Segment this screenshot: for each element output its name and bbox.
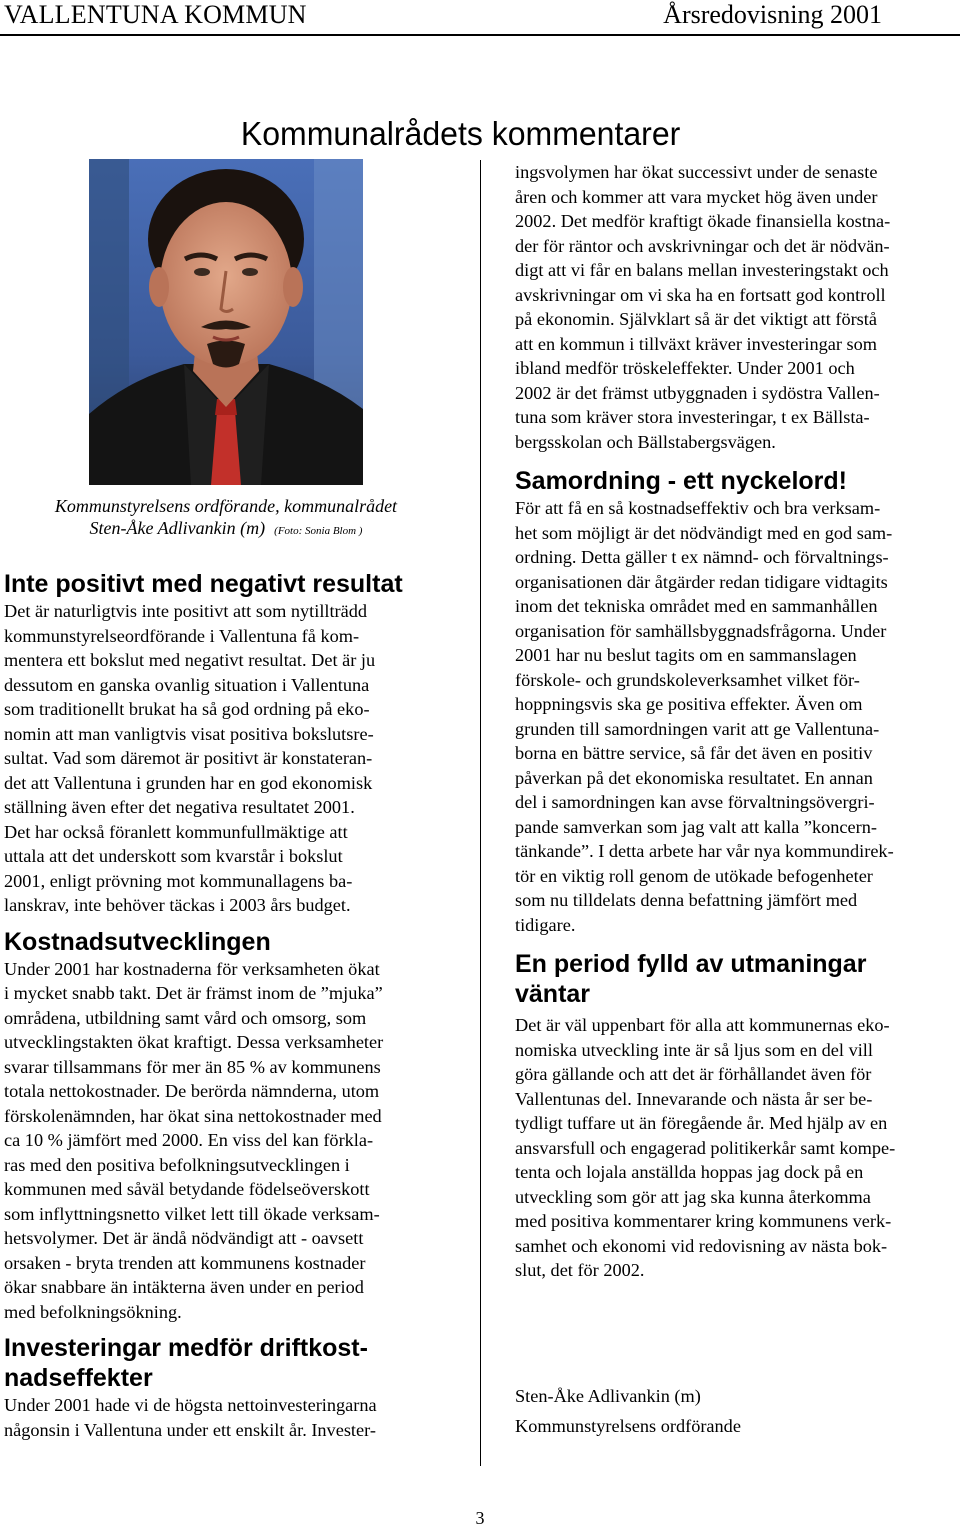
- text-line: organisation för samhällsbyggnadsfrågorna. Under: [515, 620, 887, 641]
- page-header: [0, 0, 960, 34]
- heading-kostnadsutvecklingen: Kostnadsutvecklingen: [4, 927, 271, 956]
- text-line: som traditionellt brukat ha så god ordning på eko-: [4, 699, 370, 719]
- text-line: nomiska utveckling inte är så ljus som en del vill: [515, 1039, 873, 1060]
- text-line: områdena, utbildning samt vård och omsorg, som: [4, 1007, 367, 1028]
- text-line: der för räntor och avskrivningar och det är nödvän-: [515, 235, 890, 256]
- text-line: hoppningsvis ska ge positiva effekter. Även om: [515, 694, 863, 714]
- text-line: påverkan på det ekonomiska resultatet. En annan: [515, 767, 873, 788]
- text-line: ordning. Detta gäller t ex nämnd- och förvaltnings-: [515, 547, 889, 567]
- section-body: [4, 599, 448, 918]
- text-line: orsaken - bryta trenden att kommunens kostnader: [4, 1252, 366, 1273]
- text-line: ca 10 % jämfört med 2000. En viss del kan förkla-: [4, 1130, 374, 1150]
- section-body: [4, 1393, 448, 1442]
- signature: [515, 1381, 953, 1441]
- text-line: att en kommun i tillväxt kräver investeringar som: [515, 333, 877, 354]
- page-number: 3: [475, 1508, 485, 1528]
- text-line: svarar tillsammans för mer än 85 % av kommunens: [4, 1056, 381, 1077]
- text-line: kommunen med såväl betydande födelseöverskott: [4, 1179, 370, 1199]
- text-line: totala nettokostnader. De berörda nämnderna, utom: [4, 1081, 380, 1101]
- text-line: ansvarsfull och engagerad politikerkår samt kompe-: [515, 1137, 896, 1158]
- section-body: [4, 957, 448, 1325]
- text-line: åren och kommer att vara mycket hög även under: [515, 186, 878, 207]
- header-report: Årsredovisning 2001: [663, 0, 882, 29]
- text-line: mentera ett bokslut med negativt resultat. Det är ju: [4, 650, 376, 670]
- heading-line: Investeringar medför driftkost-: [4, 1334, 368, 1362]
- heading-line: nadseffekter: [4, 1364, 153, 1392]
- text-line: Under 2001 hade vi de högsta nettoinvesteringarna: [4, 1395, 377, 1415]
- text-line: ökar snabbare än intäkterna även under en period: [4, 1277, 364, 1297]
- text-line: slut, det för 2002.: [515, 1260, 645, 1280]
- text-line: i mycket snabb takt. Det är främst inom de ”mjuka”: [4, 983, 383, 1003]
- photo-caption: [0, 495, 452, 542]
- text-line: organisationen där åtgärder redan tidigare vidtagits: [515, 571, 888, 592]
- text-line: med befolkningsökning.: [4, 1301, 182, 1322]
- text-line: på ekonomin. Självklart så är det viktigt att förstå: [515, 309, 877, 329]
- text-line: bergsskolan och Bällstabergsvägen.: [515, 431, 776, 452]
- text-line: det att Vallentuna i grunden har en god ekonomisk: [4, 772, 373, 793]
- text-line: 2002 är det främst utbyggnaden i sydöstra Vallen-: [515, 382, 880, 403]
- text-line: kommunstyrelseordförande i Vallentuna få kom-: [4, 625, 360, 646]
- text-line: Det har också föranlett kommunfullmäktige att: [4, 821, 348, 842]
- text-line: göra gällande och att det är förhållandet även för: [515, 1064, 872, 1084]
- text-line: pande samverkan som jag valt att kalla ”koncern-: [515, 816, 877, 837]
- text-line: het som möjligt är det nödvändigt med en god sam-: [515, 522, 893, 543]
- heading-inte-positivt: Inte positivt med negativt resultat: [4, 570, 403, 598]
- header-org: VALLENTUNA KOMMUN: [4, 0, 307, 29]
- text-line: utveckling som gör att jag ska kunna återkomma: [515, 1186, 871, 1207]
- text-line: förskolenämnden, har ökat sina nettokostnader med: [4, 1105, 382, 1126]
- signature-name: Sten-Åke Adlivankin (m): [515, 1386, 701, 1406]
- text-line: utvecklingstakten ökat kraftigt. Dessa verksamheter: [4, 1032, 384, 1052]
- heading-en-period: [515, 949, 953, 1009]
- text-line: tenta och lojala anställda hoppas jag dock på en: [515, 1162, 864, 1182]
- text-line: Vallentunas del. Innevarande och nästa år ser be-: [515, 1088, 873, 1109]
- text-line: digt att vi får en balans mellan investeringstakt och: [515, 260, 889, 280]
- text-line: hetsvolymer. Det är ändå nödvändigt att - oavsett: [4, 1228, 364, 1248]
- text-line: 2001 har nu beslut tagits om en sammanslagen: [515, 645, 857, 665]
- text-line: tör en viktig roll genom de utökade befogenheter: [515, 865, 873, 886]
- text-line: samhet och ekonomi vid redovisning av nästa bok-: [515, 1235, 888, 1256]
- text-line: tuna som kräver stora investeringar, t ex Bällsta-: [515, 407, 870, 427]
- photo-credit: (Foto: Sonia Blom ): [274, 525, 363, 537]
- text-line: förskole- och grundskoleverksamhet vilket för-: [515, 669, 860, 690]
- section-body: [515, 160, 953, 454]
- text-line: 2001, enligt prövning mot kommunallagens ba-: [4, 870, 353, 891]
- text-line: ingsvolymen har ökat successivt under de senaste: [515, 162, 878, 182]
- left-column: [4, 569, 448, 1442]
- heading-line: väntar: [515, 980, 591, 1008]
- text-line: ras med den positiva befolkningsutvecklingen i: [4, 1154, 350, 1175]
- signature-role: Kommunstyrelsens ordförande: [515, 1416, 741, 1436]
- heading-investeringar: [4, 1333, 448, 1393]
- text-line: någonsin i Vallentuna under ett enskilt år. Invester-: [4, 1419, 376, 1440]
- text-line: med positiva kommentarer kring kommunens verk-: [515, 1211, 892, 1231]
- text-line: Det är väl uppenbart för alla att kommunernas eko-: [515, 1015, 890, 1035]
- caption-line-2: Sten-Åke Adlivankin (m): [89, 518, 266, 538]
- text-line: Under 2001 har kostnaderna för verksamheten ökat: [4, 958, 380, 979]
- text-line: del i samordningen kan avse förvaltningsövergri-: [515, 792, 875, 812]
- text-line: inom det tekniska området med en sammanhållen: [515, 596, 878, 616]
- text-line: dessutom en ganska ovanlig situation i Vallentuna: [4, 674, 370, 695]
- text-line: nomin att man vanligtvis visat positiva bokslutsre-: [4, 723, 374, 744]
- heading-line: En period fylld av utmaningar: [515, 950, 867, 978]
- section-body: [515, 496, 953, 937]
- text-line: ställning även efter det negativa resultatet 2001.: [4, 797, 355, 817]
- text-line: tydligt tuffare ut än föregående år. Med hjälp av en: [515, 1113, 888, 1133]
- text-line: borna en bättre service, så får det även en positiv: [515, 743, 873, 763]
- right-column: [515, 160, 953, 1283]
- page-title: Kommunalrådets kommentarer: [240, 115, 681, 153]
- text-line: som inflyttningsnetto vilket lett till ökade verksam-: [4, 1203, 380, 1224]
- text-line: För att få en så kostnadseffektiv och bra verksam-: [515, 498, 881, 518]
- heading-samordning: Samordning - ett nyckelord!: [515, 467, 847, 495]
- caption-line-1: Kommunstyrelsens ordförande, kommunalrådet: [54, 496, 398, 516]
- portrait-photo: [89, 159, 363, 485]
- header-rule: [0, 34, 960, 36]
- text-line: tänkande”. I detta arbete har vår nya kommundirek-: [515, 841, 894, 861]
- text-line: tidigare.: [515, 914, 576, 935]
- column-divider: [480, 160, 481, 1466]
- section-body: [515, 1013, 953, 1283]
- text-line: Det är naturligtvis inte positivt att som nytillträdd: [4, 601, 368, 621]
- text-line: uttala att det underskott som kvarstår i bokslut: [4, 846, 343, 866]
- text-line: avskrivningar om vi ska ha en fortsatt god kontroll: [515, 284, 886, 305]
- text-line: grunden till samordningen varit att ge Vallentuna-: [515, 718, 880, 739]
- text-line: ibland medför tröskeleffekter. Under 2001 och: [515, 358, 855, 378]
- text-line: sultat. Vad som däremot är positivt är konstateran-: [4, 748, 373, 768]
- text-line: lanskrav, inte behöver täckas i 2003 års budget.: [4, 895, 351, 915]
- text-line: 2002. Det medför kraftigt ökade finansiella kostna-: [515, 211, 891, 231]
- text-line: som nu tilldelats denna befattning jämfört med: [515, 890, 858, 910]
